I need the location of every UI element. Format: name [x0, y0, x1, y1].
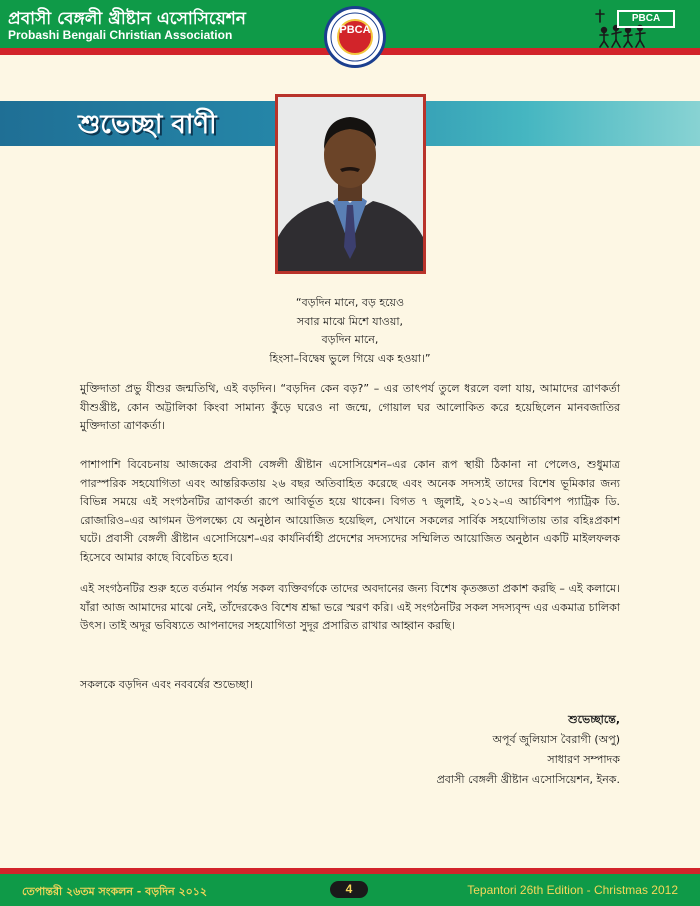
- body-paragraph: এই সংগঠনটির শুরু হতে বর্তমান পর্যন্ত সকল ব্যক্তিবর্গকে তাদের অবদানের জন্য বিশেষ কৃতজ্ঞতা প্রকাশ করছি – এই কলামে। যাঁরা আজ আমাদের মাঝে নেই, তাঁদেরকেও বিশেষ শ্রদ্ধা ভরে স্মরণ করি। এই সংগঠনটির সকল সদস্যবৃন্দ এর একমাত্র চালিকা উৎস। তাই অদূর ভবিষ্যতে আপনাদের সহযোগিতা সুদূর প্রসারিত রাখার আহ্বান করছি।: [80, 582, 620, 633]
- pbca-badge: PBCA: [617, 10, 675, 28]
- signatory-role: সাধারণ সম্পাদক: [547, 753, 620, 766]
- signatory-organization: প্রবাসী বেঙ্গলী খ্রীষ্টান এসোসিয়েশন, ইনক.: [436, 773, 620, 786]
- body-paragraph: মুক্তিদাতা প্রভু যীশুর জন্মতিথি, এই বড়দিন। “বড়দিন কেন বড়?” – এর তাৎপর্য তুলে ধরলে বলা যায়, আমাদের ত্রাণকর্তা যীশুখ্রীষ্ট, কোন অট্টালিকা কিংবা সামান্য কুঁড়ে ঘরেও না জন্মে, গোয়াল ঘর আলোকিত করে হয়েছিলেন মানবজাতির মুক্তিদাতা ত্রাণকর্তা।: [80, 382, 620, 433]
- closing-greeting: সকলকে বড়দিন এবং নববর্ষের শুভেচ্ছা।: [80, 678, 253, 691]
- body-paragraph: পাশাপাশি বিবেচনায় আজকের প্রবাসী বেঙ্গলী খ্রীষ্টান এসোসিয়েশন–এর কোন রূপ স্থায়ী ঠিকানা না পেলেও, শুধুমাত্র পারস্পরিক সহযোগিতা এবং আন্তরিকতায় ২৬ বছর অতিবাহিত করেছে এবং অনেক সদস্যই তাদের বিশেষ ভূমিকার জন্য বিভিন্ন সময়ে এই সংগঠনটির ত্রাণকর্তা রূপে আবির্ভূত হয়ে থাকেন। বিগত ৭ জুলাই, ২০১২–এ আর্চবিশপ প্যাট্রিক ডি. রোজারিও–এর আগমন উপলক্ষ্যে যে অনুষ্ঠান আয়োজিত হয়েছিল, সেখানে সকলের সার্বিক সহযোগিতায় তার বহিঃপ্রকাশ ঘটে। প্রবাসী বেঙ্গলী খ্রীষ্টান এসোসিয়েশ–এর কার্যনির্বাহী প্রদেশের সদস্যদের সম্মিলিত আয়োজিত অনুষ্ঠান একটি মাইলফলক হিসেবে আমার কাছে বিবেচিত হবে।: [80, 458, 620, 564]
- signatory-name: অপূর্ব জুলিয়াস বৈরাগী (অপু): [492, 733, 620, 746]
- signoff-greeting: শুভেচ্ছান্তে,: [568, 713, 620, 726]
- logo-text: PBCA: [337, 19, 373, 55]
- footer-edition-bengali: তেপান্তরী ২৬তম সংকলন - বড়দিন ২০১২: [22, 885, 208, 898]
- signature-block: [320, 710, 620, 790]
- verse-line: হিংসা–বিদ্বেষ ভুলে গিয়ে এক হওয়া।”: [269, 351, 431, 365]
- footer-edition-english: Tepantori 26th Edition - Christmas 2012: [467, 883, 678, 897]
- verse-line: বড়দিন মানে,: [321, 333, 379, 346]
- association-logo: [324, 6, 386, 68]
- page-footer: [0, 874, 700, 906]
- verse-line: সবার মাঝে মিশে যাওয়া,: [296, 314, 404, 328]
- org-title-english: Probashi Bengali Christian Association: [8, 28, 233, 42]
- org-title-bengali: প্রবাসী বেঙ্গলী খ্রীষ্টান এসোসিয়েশন: [8, 9, 246, 29]
- verse-line: “বড়দিন মানে, বড় হয়েও: [295, 296, 405, 309]
- opening-verse: [150, 294, 550, 368]
- page-number: 4: [330, 881, 368, 898]
- author-photo: [275, 94, 426, 274]
- section-title: শুভেচ্ছা বাণী: [78, 110, 217, 140]
